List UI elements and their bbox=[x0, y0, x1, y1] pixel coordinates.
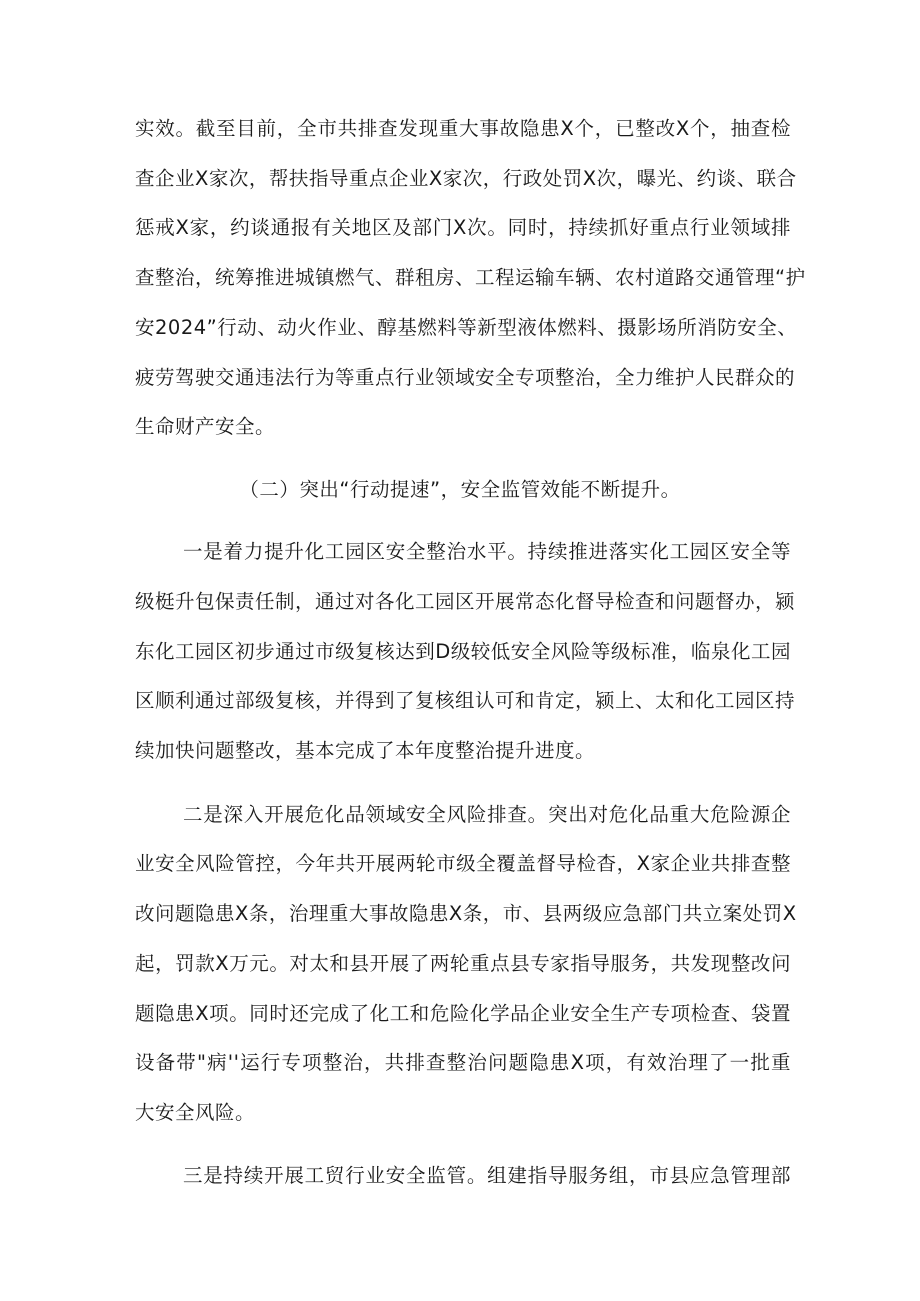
text-line: 实效。截至目前，全市共排查发现重大事故隐患X个，已整改X个，抽查检 bbox=[135, 117, 791, 140]
text-line: 安2024”行动、动火作业、醇基燃料等新型液体燃料、摄影场所消防安全、 bbox=[135, 316, 798, 339]
text-line: 生命财产安全。 bbox=[135, 415, 276, 438]
text-line: 设备带"病''运行专项整治，共排查整治问题隐患X项，有效治理了一批重 bbox=[135, 1051, 791, 1074]
text-line: 续加快问题整改，基本完成了本年度整治提升进度。 bbox=[135, 739, 596, 762]
text-line: 三是持续开展工贸行业安全监管。组建指导服务组，市县应急管理部 bbox=[183, 1164, 791, 1187]
text-line: 查整治，统筹推进城镇燃气、群租房、工程运输车辆、农村道路交通管理“护 bbox=[135, 266, 806, 289]
text-line: 题隐患X项。同时还完成了化工和危险化学品企业安全生产专项检查、袋置 bbox=[135, 1002, 791, 1025]
text-line: 疲劳驾驶交通违法行为等重点行业领域安全专项整治，全力维护人民群众的 bbox=[135, 366, 796, 389]
section-heading: （二）突出“行动提速”，安全监管效能不断提升。 bbox=[239, 478, 681, 501]
text-line: 区顺利通过部级复核，并得到了复核组认可和肯定，颍上、太和化工园区持 bbox=[135, 689, 796, 712]
text-line: 东化工园区初步通过市级复核达到D级较低安全风险等级标准，临泉化工园 bbox=[135, 640, 791, 663]
text-line: 惩戒X家，约谈通报有关地区及部门X次。同时，持续抓好重点行业领域排 bbox=[135, 216, 791, 239]
text-line: 业安全风险管控，今年共开展两轮市级全覆盖督导检杳，X家企业共排查整 bbox=[135, 852, 791, 875]
text-line: 级梃升包保责任制，通过对各化工园区开展常态化督导检查和问题督办，颍 bbox=[135, 590, 796, 613]
text-line: 一是着力提升化工园区安全整治水平。持续推进落实化工园区安全等 bbox=[183, 540, 791, 563]
text-line: 二是深入开展危化品领域安全风险排查。突出对危化品重大危险源企 bbox=[183, 803, 791, 826]
text-line: 起，罚款X万元。对太和县开展了两轮重点县专家指导服务，共发现整改问 bbox=[135, 952, 791, 975]
text-line: 改问题隐患X条，治理重大事故隐患X条，市、县两级应急部门共立案处罚X bbox=[135, 902, 797, 925]
text-line: 查企业X家次，帮扶指导重点企业X家次，行政处罚X次，曝光、约谈、联合 bbox=[135, 167, 797, 190]
text-line: 大安全风险。 bbox=[135, 1101, 256, 1124]
